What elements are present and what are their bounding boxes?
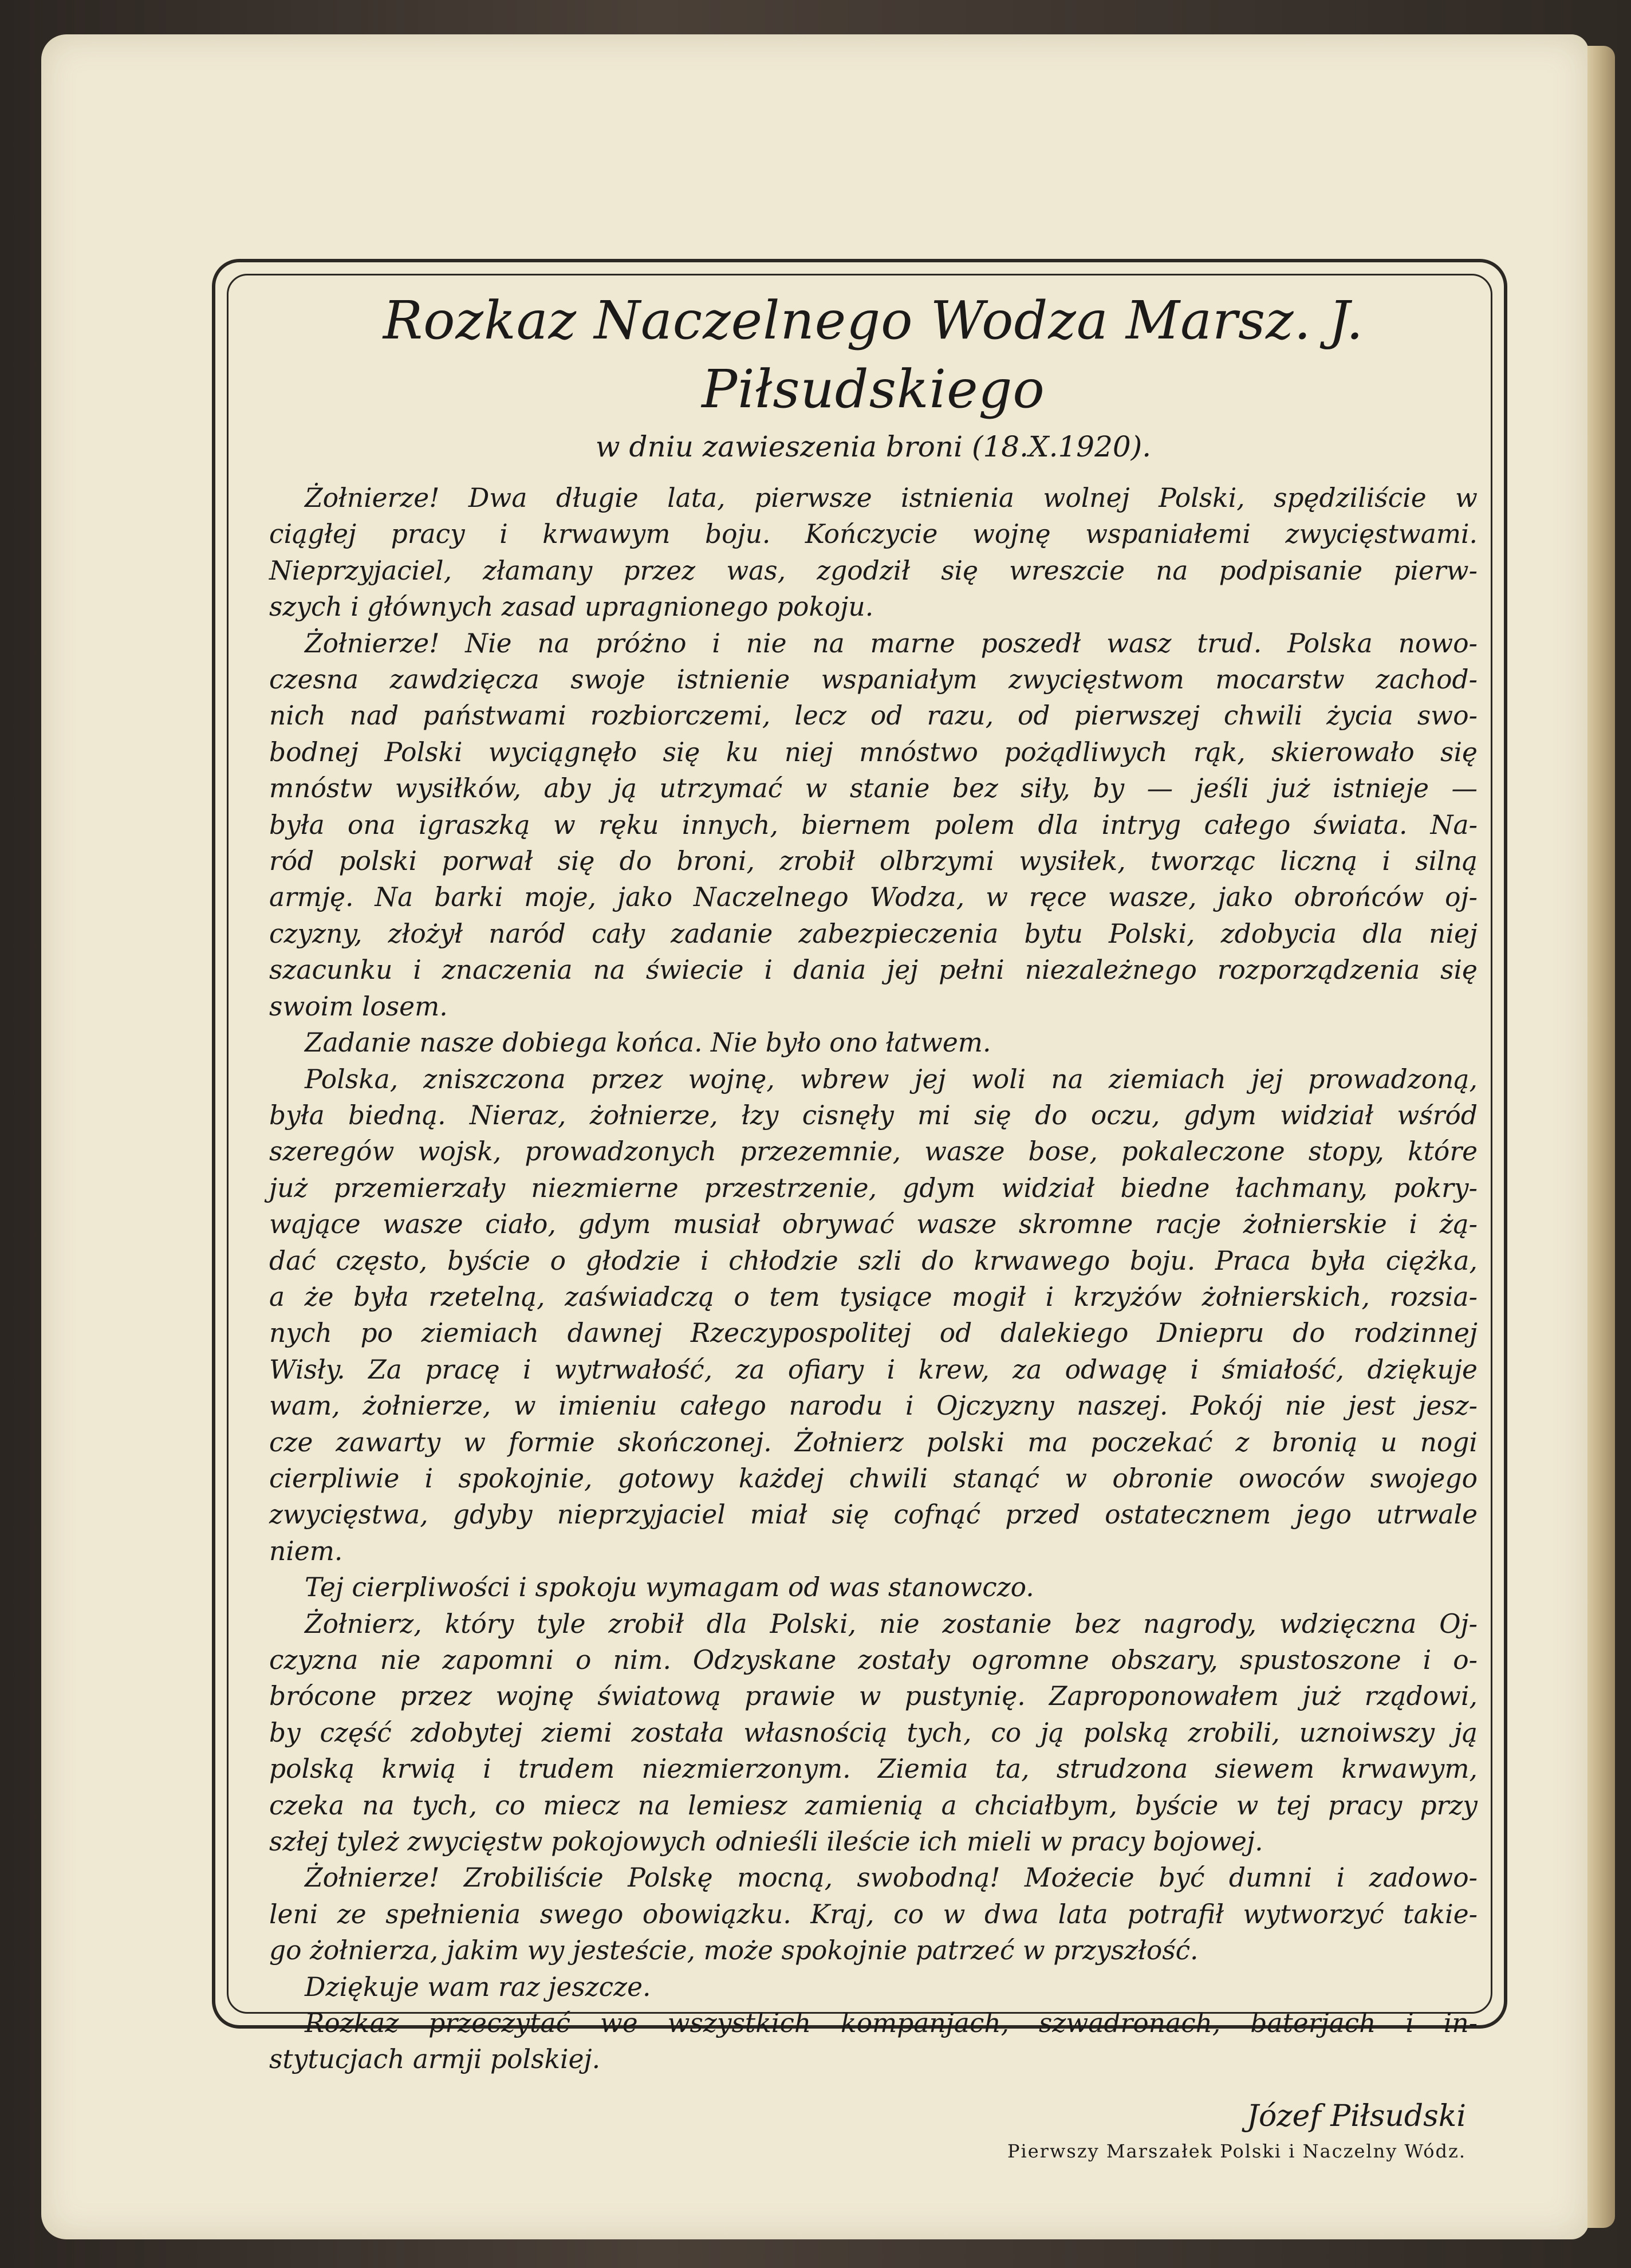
order-text-block <box>269 286 1478 2164</box>
body-line: szych i głównych zasad upragnionego pokoju. <box>269 592 874 623</box>
body-line: była biedną. Nieraz, żołnierze, łzy cisnęły mi się do oczu, gdym widział wśród <box>269 1100 1478 1131</box>
body-line: by część zdobytej ziemi została własnością tych, co ją polską zrobili, uznoiwszy ją <box>269 1717 1478 1748</box>
body-line: brócone przez wojnę światową prawie w pustynię. Zaproponowałem już rządowi, <box>269 1681 1478 1712</box>
body-line: czyzny, złożył naród cały zadanie zabezpieczenia bytu Polski, zdobycia dla niej <box>269 918 1478 949</box>
body-line: a że była rzetelną, zaświadczą o tem tysiące mogił i krzyżów żołnierskich, rozsia- <box>269 1281 1478 1312</box>
body-line: była ona igraszką w ręku innych, biernem polem dla intryg całego świata. Na- <box>269 809 1478 840</box>
body-line: Wisły. Za pracę i wytrwałość, za ofiary i krew, za odwagę i śmiałość, dziękuje <box>269 1354 1478 1385</box>
next-page-edge <box>1587 46 1615 2228</box>
body-line: szłej tyleż zwycięstw pokojowych odnieśli ileście ich mieli w pracy bojowej. <box>269 1826 1263 1857</box>
body-line: Żołnierze! Nie na próżno i nie na marne poszedł wasz trud. Polska nowo- <box>305 628 1478 659</box>
body-line: Żołnierze! Dwa długie lata, pierwsze istnienia wolnej Polski, spędziliście w <box>305 483 1478 513</box>
body-line: czesna zawdzięcza swoje istnienie wspaniałym zwycięstwom mocarstw zachod- <box>269 664 1478 695</box>
body-line: cze zawarty w formie skończonej. Żołnierz polski ma poczekać z bronią u nogi <box>269 1427 1478 1458</box>
body-line: go żołnierza, jakim wy jesteście, może spokojnie patrzeć w przyszłość. <box>269 1935 1199 1966</box>
body-line: zwycięstwa, gdyby nieprzyjaciel miał się cofnąć przed ostatecznem jego utrwale <box>269 1499 1478 1530</box>
body-line: Tej cierpliwości i spokoju wymagam od was stanowczo. <box>305 1572 1034 1603</box>
body-line: polską krwią i trudem niezmierzonym. Ziemia ta, strudzona siewem krwawym, <box>269 1754 1478 1785</box>
body-line: leni ze spełnienia swego obowiązku. Kraj, co w dwa lata potrafił wytworzyć takie- <box>269 1899 1478 1930</box>
body-line: Rozkaz przeczytać we wszystkich kompanjach, szwadronach, baterjach i in- <box>305 2008 1478 2039</box>
order-title: Rozkaz Naczelnego Wodza Marsz. J. Piłsudskiego <box>383 290 1364 420</box>
body-line: ród polski porwał się do broni, zrobił olbrzymi wysiłek, tworząc liczną i silną <box>269 846 1478 877</box>
body-line: dać często, byście o głodzie i chłodzie szli do krwawego boju. Praca była ciężka, <box>269 1245 1478 1276</box>
body-line: bodnej Polski wyciągnęło się ku niej mnóstwo pożądliwych rąk, skierowało się <box>269 737 1478 767</box>
body-line: czyzna nie zapomni o nim. Odzyskane zostały ogromne obszary, spustoszone i o- <box>269 1645 1478 1675</box>
body-line: Dziękuje wam raz jeszcze. <box>305 1971 651 2002</box>
body-line: wające wasze ciało, gdym musiał obrywać wasze skromne racje żołnierskie i żą- <box>269 1209 1478 1240</box>
body-line: ciągłej pracy i krwawym boju. Kończycie wojnę wspaniałemi zwycięstwami. <box>269 519 1478 550</box>
body-line: cierpliwie i spokojnie, gotowy każdej chwili stanąć w obronie owoców swojego <box>269 1463 1478 1494</box>
body-line: nich nad państwami rozbiorczemi, lecz od razu, od pierwszej chwili życia swo- <box>269 700 1478 731</box>
body-line: Polska, zniszczona przez wojnę, wbrew jej woli na ziemiach jej prowadzoną, <box>305 1064 1478 1094</box>
body-line: już przemierzały niezmierne przestrzenie, gdym widział biedne łachmany, pokry- <box>269 1172 1478 1203</box>
body-line: niem. <box>269 1535 343 1566</box>
body-line: nych po ziemiach dawnej Rzeczypospolitej od dalekiego Dniepru do rodzinnej <box>269 1318 1478 1349</box>
body-line: mnóstw wysiłków, aby ją utrzymać w stanie bez siły, by — jeśli już istnieje — <box>269 773 1478 804</box>
body-line: Żołnierz, który tyle zrobił dla Polski, nie zostanie bez nagrody, wdzięczna Oj- <box>305 1608 1478 1639</box>
body-line: szacunku i znaczenia na świecie i dania jej pełni niezależnego rozporządzenia się <box>269 955 1478 986</box>
order-subtitle: w dniu zawieszenia broni (18.X.1920). <box>595 430 1152 463</box>
body-line: czeka na tych, co miecz na lemiesz zamienią a chciałbym, byście w tej pracy przy <box>269 1790 1478 1821</box>
body-line: Żołnierze! Zrobiliście Polskę mocną, swobodną! Możecie być dumni i zadowo- <box>305 1863 1478 1893</box>
signature-title: Pierwszy Marszałek Polski i Naczelny Wódz. <box>1007 2140 1466 2162</box>
body-line: Zadanie nasze dobiega końca. Nie było ono łatwem. <box>305 1027 991 1058</box>
signature: Józef Piłsudski <box>1247 2098 1466 2133</box>
body-line: armję. Na barki moje, jako Naczelnego Wodza, w ręce wasze, jako obrońców oj- <box>269 882 1478 913</box>
body-line: swoim losem. <box>269 991 448 1022</box>
body-line: Nieprzyjaciel, złamany przez was, zgodził się wreszcie na podpisanie pierw- <box>269 555 1478 586</box>
body-line: szeregów wojsk, prowadzonych przezemnie, wasze bose, pokaleczone stopy, które <box>269 1136 1478 1167</box>
body-line: wam, żołnierze, w imieniu całego narodu i Ojczyzny naszej. Pokój nie jest jesz- <box>269 1391 1478 1422</box>
body-line: stytucjach armji polskiej. <box>269 2044 601 2075</box>
order-body <box>269 480 1478 2078</box>
